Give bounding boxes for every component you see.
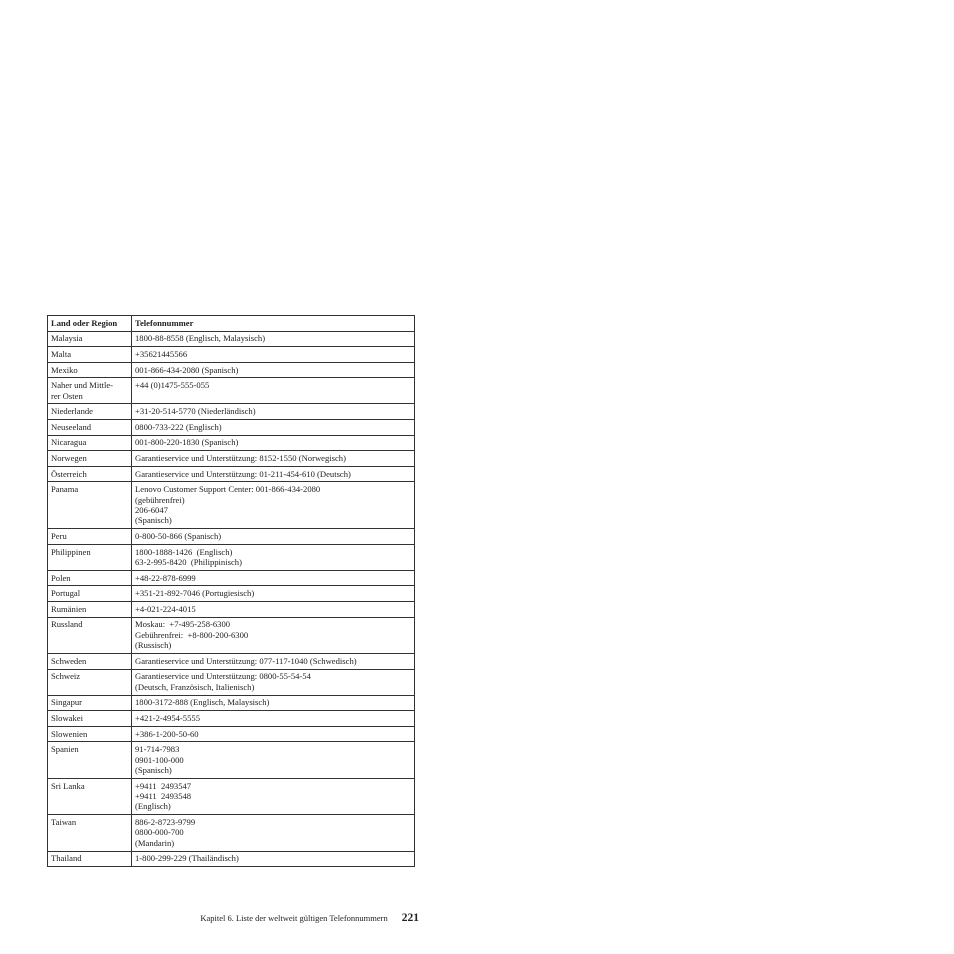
region-cell [48,347,132,363]
phone-cell [132,711,415,727]
region-cell [48,711,132,727]
phone-cell-line: Garantieservice und Unterstützung: 077-117-1040 (Schwedisch) [135,655,357,666]
phone-cell [132,815,415,851]
region-cell [48,419,132,435]
phone-cell-line: +48-22-878-6999 [135,572,196,583]
phone-cell-line: +35621445566 [135,349,188,360]
phone-cell-line: 1800-88-8558 (Englisch, Malaysisch) [135,333,266,344]
phone-cell-line: Gebührenfrei: +8-800-200-6300 [135,629,249,640]
table-row [48,617,415,653]
region-cell [48,617,132,653]
table-body [48,331,415,867]
phone-cell-line: 001-800-220-1830 (Spanisch) [135,437,239,448]
phone-cell-line: (gebührenfrei) [135,494,185,505]
region-cell [48,482,132,529]
phone-cell-line: 1-800-299-229 (Thailändisch) [135,853,239,864]
phone-cell-line: Garantieservice und Unterstützung: 0800-55-54-54 [135,671,311,682]
region-cell-line: Portugal [51,588,81,599]
phone-cell-line: (Deutsch, Französisch, Italienisch) [135,681,255,692]
phone-cell [132,544,415,570]
phone-cell-line: Garantieservice und Unterstützung: 8152-1550 (Norwegisch) [135,453,346,464]
phone-cell-line: +44 (0)1475-555-055 [135,380,210,391]
footer-chapter-title: Kapitel 6. Liste der weltweit gültigen Telefonnummern [200,913,388,923]
table-row [48,451,415,467]
column-header-phone: Telefonnummer [132,316,415,332]
region-cell [48,404,132,420]
region-cell-line: Schweden [51,655,87,666]
phone-cell-line: (Englisch) [135,801,171,812]
region-cell-line: Panama [51,484,79,495]
table-row [48,378,415,404]
phone-cell [132,695,415,711]
table-row [48,435,415,451]
table-row [48,529,415,545]
phone-cell-line: +9411 2493548 [135,791,192,802]
phone-cell [132,653,415,669]
phone-cell-line: (Spanisch) [135,515,172,526]
phone-cell-line: +9411 2493547 [135,780,192,791]
region-cell [48,742,132,778]
table-row [48,466,415,482]
phone-cell-line: Lenovo Customer Support Center: 001-866-434-2080 [135,484,321,495]
phone-cell [132,601,415,617]
phone-cell-line: (Mandarin) [135,837,175,848]
column-header-region: Land oder Region [48,316,132,332]
region-cell-line: Naher und Mittle- [51,380,114,391]
table-row [48,362,415,378]
region-cell [48,653,132,669]
phone-cell [132,669,415,695]
phone-cell [132,362,415,378]
region-cell-line: Polen [51,572,71,583]
phone-cell-line: 91-714-7983 [135,744,180,755]
phone-cell [132,419,415,435]
region-cell [48,601,132,617]
phone-cell [132,466,415,482]
phone-cell-line: +4-021-224-4015 [135,603,196,614]
region-cell [48,695,132,711]
region-cell-line: Norwegen [51,453,87,464]
table-row [48,601,415,617]
table-row [48,347,415,363]
table-row [48,586,415,602]
region-cell-line: Singapur [51,697,83,708]
phone-cell [132,435,415,451]
table-row [48,742,415,778]
region-cell-line: Russland [51,619,83,630]
table-row [48,695,415,711]
phone-cell [132,851,415,867]
region-cell [48,669,132,695]
phone-cell [132,451,415,467]
region-cell [48,435,132,451]
table-row [48,851,415,867]
table-row [48,570,415,586]
phone-cell [132,482,415,529]
phone-cell-line: 63-2-995-8420 (Philippinisch) [135,557,242,568]
table-row [48,778,415,814]
phone-cell-line: +31-20-514-5770 (Niederländisch) [135,406,256,417]
phone-cell-line: 001-866-434-2080 (Spanisch) [135,364,239,375]
phone-cell [132,726,415,742]
region-cell-line: Mexiko [51,364,78,375]
phone-cell-line: +386-1-200-50-60 [135,728,199,739]
phone-cell-line: 0800-000-700 [135,827,184,838]
region-cell [48,451,132,467]
table-row [48,331,415,347]
region-cell [48,815,132,851]
region-cell-line: Slowenien [51,728,88,739]
phone-cell-line: Garantieservice und Unterstützung: 01-211-454-610 (Deutsch) [135,468,351,479]
phone-cell-line: 0-800-50-866 (Spanisch) [135,531,222,542]
phone-cell [132,404,415,420]
region-cell [48,586,132,602]
region-cell [48,331,132,347]
region-cell [48,378,132,404]
region-cell [48,529,132,545]
table-header-row [48,316,415,332]
phone-cell-line: 0901-100-000 [135,754,184,765]
phone-cell-line: +351-21-892-7046 (Portugiesisch) [135,588,255,599]
region-cell [48,726,132,742]
phone-cell [132,617,415,653]
phone-cell-line: 206-6047 [135,505,168,516]
phone-cell [132,378,415,404]
table-row [48,669,415,695]
region-cell-line: Österreich [51,468,87,479]
region-cell-line: rer Osten [51,390,83,401]
table-row [48,815,415,851]
table-row [48,419,415,435]
region-cell-line: Slowakei [51,713,83,724]
phone-cell [132,778,415,814]
region-cell-line: Philippinen [51,546,91,557]
region-cell [48,544,132,570]
region-cell-line: Nicaragua [51,437,87,448]
phone-cell-line: (Russisch) [135,640,172,651]
region-cell-line: Rumänien [51,603,87,614]
phone-cell-line: 0800-733-222 (Englisch) [135,421,222,432]
region-cell-line: Peru [51,531,67,542]
phone-cell [132,347,415,363]
region-cell-line: Niederlande [51,406,93,417]
region-cell-line: Spanien [51,744,79,755]
region-cell [48,778,132,814]
phone-cell [132,570,415,586]
phone-cell [132,529,415,545]
table-row [48,544,415,570]
region-cell [48,570,132,586]
table-row [48,482,415,529]
phone-cell-line: (Spanisch) [135,765,172,776]
phone-cell [132,586,415,602]
region-cell-line: Schweiz [51,671,81,682]
phone-cell-line: 1800-1888-1426 (Englisch) [135,546,233,557]
region-cell [48,851,132,867]
region-cell-line: Sri Lanka [51,780,85,791]
region-cell-line: Malta [51,349,72,360]
region-cell [48,362,132,378]
phone-cell-line: +421-2-4954-5555 [135,713,200,724]
region-cell-line: Thailand [51,853,82,864]
region-cell-line: Taiwan [51,817,77,828]
page-number: 221 [401,912,419,924]
region-cell-line: Neuseeland [51,421,92,432]
phone-cell [132,331,415,347]
phone-cell-line: Moskau: +7-495-258-6300 [135,619,231,630]
phone-cell-line: 886-2-8723-9799 [135,817,196,828]
phone-cell-line: 1800-3172-888 (Englisch, Malaysisch) [135,697,270,708]
phone-number-table [47,315,415,867]
table-row [48,404,415,420]
region-cell [48,466,132,482]
table-row [48,711,415,727]
table-row [48,726,415,742]
page-footer [200,912,419,924]
region-cell-line: Malaysia [51,333,83,344]
table-row [48,653,415,669]
phone-cell [132,742,415,778]
